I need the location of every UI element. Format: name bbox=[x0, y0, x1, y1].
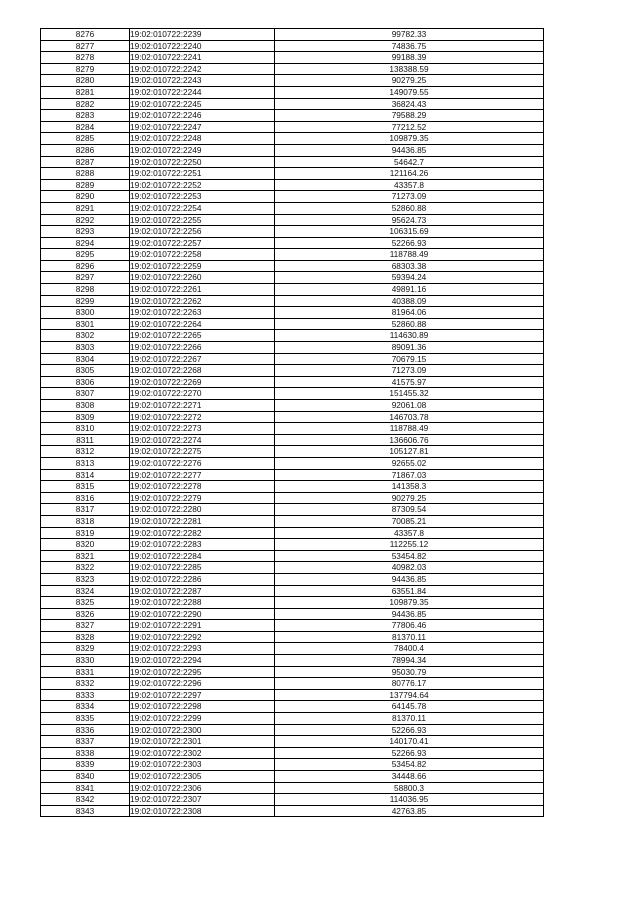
table-row bbox=[41, 701, 544, 713]
timestamp-cell: 19:02:010722:2252 bbox=[130, 179, 275, 191]
table-row bbox=[41, 121, 544, 133]
table-row bbox=[41, 249, 544, 261]
table-row bbox=[41, 260, 544, 272]
timestamp-cell: 19:02:010722:2246 bbox=[130, 110, 275, 122]
row-id-cell: 8331 bbox=[41, 666, 130, 678]
table-row bbox=[41, 202, 544, 214]
row-id-cell: 8289 bbox=[41, 179, 130, 191]
amount-cell: 59394.24 bbox=[275, 272, 544, 284]
amount-cell: 34448.66 bbox=[275, 771, 544, 783]
row-id-cell: 8307 bbox=[41, 388, 130, 400]
timestamp-cell: 19:02:010722:2254 bbox=[130, 202, 275, 214]
table-row bbox=[41, 388, 544, 400]
amount-cell: 42763.85 bbox=[275, 805, 544, 817]
amount-cell: 70085.21 bbox=[275, 515, 544, 527]
amount-cell: 53454.82 bbox=[275, 550, 544, 562]
timestamp-cell: 19:02:010722:2251 bbox=[130, 168, 275, 180]
row-id-cell: 8336 bbox=[41, 724, 130, 736]
row-id-cell: 8318 bbox=[41, 515, 130, 527]
table-row bbox=[41, 620, 544, 632]
timestamp-cell: 19:02:010722:2285 bbox=[130, 562, 275, 574]
table-row bbox=[41, 29, 544, 41]
row-id-cell: 8314 bbox=[41, 469, 130, 481]
table-row bbox=[41, 655, 544, 667]
table-row bbox=[41, 353, 544, 365]
row-id-cell: 8338 bbox=[41, 747, 130, 759]
table-row bbox=[41, 446, 544, 458]
timestamp-cell: 19:02:010722:2264 bbox=[130, 318, 275, 330]
amount-cell: 68303.38 bbox=[275, 260, 544, 272]
amount-cell: 90279.25 bbox=[275, 75, 544, 87]
table-row bbox=[41, 52, 544, 64]
timestamp-cell: 19:02:010722:2286 bbox=[130, 573, 275, 585]
timestamp-cell: 19:02:010722:2258 bbox=[130, 249, 275, 261]
amount-cell: 43357.8 bbox=[275, 179, 544, 191]
row-id-cell: 8325 bbox=[41, 597, 130, 609]
row-id-cell: 8292 bbox=[41, 214, 130, 226]
row-id-cell: 8285 bbox=[41, 133, 130, 145]
table-row bbox=[41, 585, 544, 597]
row-id-cell: 8300 bbox=[41, 307, 130, 319]
timestamp-cell: 19:02:010722:2267 bbox=[130, 353, 275, 365]
amount-cell: 49891.16 bbox=[275, 284, 544, 296]
timestamp-cell: 19:02:010722:2300 bbox=[130, 724, 275, 736]
timestamp-cell: 19:02:010722:2299 bbox=[130, 713, 275, 725]
amount-cell: 52860.88 bbox=[275, 202, 544, 214]
table-row bbox=[41, 434, 544, 446]
timestamp-cell: 19:02:010722:2270 bbox=[130, 388, 275, 400]
timestamp-cell: 19:02:010722:2302 bbox=[130, 747, 275, 759]
table-row bbox=[41, 156, 544, 168]
timestamp-cell: 19:02:010722:2275 bbox=[130, 446, 275, 458]
amount-cell: 89091.36 bbox=[275, 342, 544, 354]
timestamp-cell: 19:02:010722:2259 bbox=[130, 260, 275, 272]
amount-cell: 70679.15 bbox=[275, 353, 544, 365]
amount-cell: 81370.11 bbox=[275, 631, 544, 643]
table-row bbox=[41, 759, 544, 771]
amount-cell: 92061.08 bbox=[275, 400, 544, 412]
amount-cell: 95624.73 bbox=[275, 214, 544, 226]
timestamp-cell: 19:02:010722:2272 bbox=[130, 411, 275, 423]
table-row bbox=[41, 771, 544, 783]
table-row bbox=[41, 504, 544, 516]
timestamp-cell: 19:02:010722:2256 bbox=[130, 226, 275, 238]
row-id-cell: 8312 bbox=[41, 446, 130, 458]
amount-cell: 118788.49 bbox=[275, 423, 544, 435]
timestamp-cell: 19:02:010722:2301 bbox=[130, 736, 275, 748]
amount-cell: 80776.17 bbox=[275, 678, 544, 690]
amount-cell: 112255.12 bbox=[275, 539, 544, 551]
table-row bbox=[41, 539, 544, 551]
table-row bbox=[41, 724, 544, 736]
amount-cell: 77806.46 bbox=[275, 620, 544, 632]
timestamp-cell: 19:02:010722:2308 bbox=[130, 805, 275, 817]
timestamp-cell: 19:02:010722:2280 bbox=[130, 504, 275, 516]
row-id-cell: 8324 bbox=[41, 585, 130, 597]
table-row bbox=[41, 168, 544, 180]
row-id-cell: 8306 bbox=[41, 376, 130, 388]
timestamp-cell: 19:02:010722:2284 bbox=[130, 550, 275, 562]
row-id-cell: 8342 bbox=[41, 794, 130, 806]
row-id-cell: 8315 bbox=[41, 481, 130, 493]
timestamp-cell: 19:02:010722:2307 bbox=[130, 794, 275, 806]
timestamp-cell: 19:02:010722:2263 bbox=[130, 307, 275, 319]
table-row bbox=[41, 527, 544, 539]
table-row bbox=[41, 423, 544, 435]
row-id-cell: 8323 bbox=[41, 573, 130, 585]
amount-cell: 138388.59 bbox=[275, 63, 544, 75]
timestamp-cell: 19:02:010722:2278 bbox=[130, 481, 275, 493]
timestamp-cell: 19:02:010722:2244 bbox=[130, 86, 275, 98]
row-id-cell: 8340 bbox=[41, 771, 130, 783]
table-row bbox=[41, 643, 544, 655]
amount-cell: 81370.11 bbox=[275, 713, 544, 725]
row-id-cell: 8296 bbox=[41, 260, 130, 272]
row-id-cell: 8276 bbox=[41, 29, 130, 41]
row-id-cell: 8279 bbox=[41, 63, 130, 75]
data-table bbox=[40, 28, 544, 817]
timestamp-cell: 19:02:010722:2240 bbox=[130, 40, 275, 52]
row-id-cell: 8305 bbox=[41, 365, 130, 377]
amount-cell: 87309.54 bbox=[275, 504, 544, 516]
amount-cell: 40982.03 bbox=[275, 562, 544, 574]
timestamp-cell: 19:02:010722:2295 bbox=[130, 666, 275, 678]
timestamp-cell: 19:02:010722:2269 bbox=[130, 376, 275, 388]
amount-cell: 136606.76 bbox=[275, 434, 544, 446]
timestamp-cell: 19:02:010722:2279 bbox=[130, 492, 275, 504]
row-id-cell: 8339 bbox=[41, 759, 130, 771]
table-row bbox=[41, 237, 544, 249]
amount-cell: 79588.29 bbox=[275, 110, 544, 122]
amount-cell: 78400.4 bbox=[275, 643, 544, 655]
table-row bbox=[41, 689, 544, 701]
amount-cell: 81964.06 bbox=[275, 307, 544, 319]
amount-cell: 114630.89 bbox=[275, 330, 544, 342]
amount-cell: 92655.02 bbox=[275, 457, 544, 469]
row-id-cell: 8311 bbox=[41, 434, 130, 446]
table-row bbox=[41, 342, 544, 354]
row-id-cell: 8278 bbox=[41, 52, 130, 64]
row-id-cell: 8333 bbox=[41, 689, 130, 701]
table-row bbox=[41, 365, 544, 377]
amount-cell: 105127.81 bbox=[275, 446, 544, 458]
table-row bbox=[41, 295, 544, 307]
table-row bbox=[41, 736, 544, 748]
table-body bbox=[41, 29, 544, 817]
row-id-cell: 8280 bbox=[41, 75, 130, 87]
amount-cell: 94436.85 bbox=[275, 608, 544, 620]
timestamp-cell: 19:02:010722:2296 bbox=[130, 678, 275, 690]
table-row bbox=[41, 597, 544, 609]
timestamp-cell: 19:02:010722:2293 bbox=[130, 643, 275, 655]
timestamp-cell: 19:02:010722:2248 bbox=[130, 133, 275, 145]
table-row bbox=[41, 457, 544, 469]
row-id-cell: 8304 bbox=[41, 353, 130, 365]
amount-cell: 52266.93 bbox=[275, 747, 544, 759]
amount-cell: 109879.35 bbox=[275, 133, 544, 145]
table-row bbox=[41, 63, 544, 75]
row-id-cell: 8341 bbox=[41, 782, 130, 794]
amount-cell: 141358.3 bbox=[275, 481, 544, 493]
amount-cell: 40388.09 bbox=[275, 295, 544, 307]
row-id-cell: 8330 bbox=[41, 655, 130, 667]
table-row bbox=[41, 492, 544, 504]
timestamp-cell: 19:02:010722:2243 bbox=[130, 75, 275, 87]
amount-cell: 149079.55 bbox=[275, 86, 544, 98]
table-row bbox=[41, 573, 544, 585]
amount-cell: 74836.75 bbox=[275, 40, 544, 52]
row-id-cell: 8317 bbox=[41, 504, 130, 516]
table-row bbox=[41, 562, 544, 574]
row-id-cell: 8294 bbox=[41, 237, 130, 249]
table-row bbox=[41, 515, 544, 527]
amount-cell: 137794.64 bbox=[275, 689, 544, 701]
table-row bbox=[41, 481, 544, 493]
table-row bbox=[41, 191, 544, 203]
table-row bbox=[41, 376, 544, 388]
amount-cell: 36824.43 bbox=[275, 98, 544, 110]
row-id-cell: 8283 bbox=[41, 110, 130, 122]
row-id-cell: 8337 bbox=[41, 736, 130, 748]
table-row bbox=[41, 318, 544, 330]
row-id-cell: 8335 bbox=[41, 713, 130, 725]
timestamp-cell: 19:02:010722:2241 bbox=[130, 52, 275, 64]
row-id-cell: 8302 bbox=[41, 330, 130, 342]
timestamp-cell: 19:02:010722:2305 bbox=[130, 771, 275, 783]
row-id-cell: 8322 bbox=[41, 562, 130, 574]
amount-cell: 52860.88 bbox=[275, 318, 544, 330]
row-id-cell: 8288 bbox=[41, 168, 130, 180]
row-id-cell: 8313 bbox=[41, 457, 130, 469]
row-id-cell: 8328 bbox=[41, 631, 130, 643]
row-id-cell: 8310 bbox=[41, 423, 130, 435]
row-id-cell: 8301 bbox=[41, 318, 130, 330]
table-row bbox=[41, 411, 544, 423]
row-id-cell: 8319 bbox=[41, 527, 130, 539]
amount-cell: 63551.84 bbox=[275, 585, 544, 597]
timestamp-cell: 19:02:010722:2239 bbox=[130, 29, 275, 41]
amount-cell: 71273.09 bbox=[275, 191, 544, 203]
timestamp-cell: 19:02:010722:2282 bbox=[130, 527, 275, 539]
row-id-cell: 8334 bbox=[41, 701, 130, 713]
row-id-cell: 8281 bbox=[41, 86, 130, 98]
amount-cell: 140170.41 bbox=[275, 736, 544, 748]
timestamp-cell: 19:02:010722:2255 bbox=[130, 214, 275, 226]
timestamp-cell: 19:02:010722:2247 bbox=[130, 121, 275, 133]
table-row bbox=[41, 40, 544, 52]
timestamp-cell: 19:02:010722:2281 bbox=[130, 515, 275, 527]
timestamp-cell: 19:02:010722:2266 bbox=[130, 342, 275, 354]
table-row bbox=[41, 782, 544, 794]
timestamp-cell: 19:02:010722:2257 bbox=[130, 237, 275, 249]
row-id-cell: 8293 bbox=[41, 226, 130, 238]
row-id-cell: 8332 bbox=[41, 678, 130, 690]
amount-cell: 53454.82 bbox=[275, 759, 544, 771]
table-row bbox=[41, 307, 544, 319]
amount-cell: 78994.34 bbox=[275, 655, 544, 667]
timestamp-cell: 19:02:010722:2287 bbox=[130, 585, 275, 597]
timestamp-cell: 19:02:010722:2283 bbox=[130, 539, 275, 551]
timestamp-cell: 19:02:010722:2268 bbox=[130, 365, 275, 377]
table-row bbox=[41, 98, 544, 110]
amount-cell: 151455.32 bbox=[275, 388, 544, 400]
amount-cell: 109879.35 bbox=[275, 597, 544, 609]
amount-cell: 52266.93 bbox=[275, 237, 544, 249]
timestamp-cell: 19:02:010722:2306 bbox=[130, 782, 275, 794]
timestamp-cell: 19:02:010722:2245 bbox=[130, 98, 275, 110]
timestamp-cell: 19:02:010722:2297 bbox=[130, 689, 275, 701]
table-row bbox=[41, 133, 544, 145]
table-row bbox=[41, 631, 544, 643]
timestamp-cell: 19:02:010722:2253 bbox=[130, 191, 275, 203]
timestamp-cell: 19:02:010722:2250 bbox=[130, 156, 275, 168]
row-id-cell: 8321 bbox=[41, 550, 130, 562]
amount-cell: 58800.3 bbox=[275, 782, 544, 794]
table-row bbox=[41, 214, 544, 226]
row-id-cell: 8316 bbox=[41, 492, 130, 504]
amount-cell: 99188.39 bbox=[275, 52, 544, 64]
timestamp-cell: 19:02:010722:2303 bbox=[130, 759, 275, 771]
amount-cell: 43357.8 bbox=[275, 527, 544, 539]
timestamp-cell: 19:02:010722:2298 bbox=[130, 701, 275, 713]
table-row bbox=[41, 272, 544, 284]
row-id-cell: 8298 bbox=[41, 284, 130, 296]
table-row bbox=[41, 400, 544, 412]
row-id-cell: 8299 bbox=[41, 295, 130, 307]
amount-cell: 106315.69 bbox=[275, 226, 544, 238]
table-row bbox=[41, 550, 544, 562]
timestamp-cell: 19:02:010722:2294 bbox=[130, 655, 275, 667]
table-row bbox=[41, 284, 544, 296]
amount-cell: 95030.79 bbox=[275, 666, 544, 678]
amount-cell: 90279.25 bbox=[275, 492, 544, 504]
table-row bbox=[41, 179, 544, 191]
timestamp-cell: 19:02:010722:2290 bbox=[130, 608, 275, 620]
table-row bbox=[41, 794, 544, 806]
timestamp-cell: 19:02:010722:2274 bbox=[130, 434, 275, 446]
timestamp-cell: 19:02:010722:2291 bbox=[130, 620, 275, 632]
table-row bbox=[41, 330, 544, 342]
timestamp-cell: 19:02:010722:2277 bbox=[130, 469, 275, 481]
table-row bbox=[41, 678, 544, 690]
timestamp-cell: 19:02:010722:2288 bbox=[130, 597, 275, 609]
amount-cell: 41575.97 bbox=[275, 376, 544, 388]
amount-cell: 77212.52 bbox=[275, 121, 544, 133]
timestamp-cell: 19:02:010722:2261 bbox=[130, 284, 275, 296]
timestamp-cell: 19:02:010722:2271 bbox=[130, 400, 275, 412]
amount-cell: 71273.09 bbox=[275, 365, 544, 377]
row-id-cell: 8284 bbox=[41, 121, 130, 133]
table-row bbox=[41, 469, 544, 481]
amount-cell: 121164.26 bbox=[275, 168, 544, 180]
row-id-cell: 8308 bbox=[41, 400, 130, 412]
amount-cell: 52266.93 bbox=[275, 724, 544, 736]
amount-cell: 94436.85 bbox=[275, 573, 544, 585]
table-row bbox=[41, 75, 544, 87]
timestamp-cell: 19:02:010722:2249 bbox=[130, 144, 275, 156]
row-id-cell: 8329 bbox=[41, 643, 130, 655]
row-id-cell: 8277 bbox=[41, 40, 130, 52]
row-id-cell: 8343 bbox=[41, 805, 130, 817]
row-id-cell: 8303 bbox=[41, 342, 130, 354]
table-row bbox=[41, 608, 544, 620]
amount-cell: 99782.33 bbox=[275, 29, 544, 41]
timestamp-cell: 19:02:010722:2265 bbox=[130, 330, 275, 342]
row-id-cell: 8327 bbox=[41, 620, 130, 632]
amount-cell: 64145.78 bbox=[275, 701, 544, 713]
row-id-cell: 8297 bbox=[41, 272, 130, 284]
row-id-cell: 8326 bbox=[41, 608, 130, 620]
amount-cell: 94436.85 bbox=[275, 144, 544, 156]
row-id-cell: 8309 bbox=[41, 411, 130, 423]
row-id-cell: 8286 bbox=[41, 144, 130, 156]
table-row bbox=[41, 144, 544, 156]
row-id-cell: 8290 bbox=[41, 191, 130, 203]
table-row bbox=[41, 713, 544, 725]
amount-cell: 71867.03 bbox=[275, 469, 544, 481]
timestamp-cell: 19:02:010722:2242 bbox=[130, 63, 275, 75]
amount-cell: 146703.78 bbox=[275, 411, 544, 423]
row-id-cell: 8295 bbox=[41, 249, 130, 261]
timestamp-cell: 19:02:010722:2260 bbox=[130, 272, 275, 284]
amount-cell: 114036.95 bbox=[275, 794, 544, 806]
table-row bbox=[41, 86, 544, 98]
row-id-cell: 8282 bbox=[41, 98, 130, 110]
row-id-cell: 8320 bbox=[41, 539, 130, 551]
table-row bbox=[41, 805, 544, 817]
amount-cell: 118788.49 bbox=[275, 249, 544, 261]
table-row bbox=[41, 226, 544, 238]
amount-cell: 54642.7 bbox=[275, 156, 544, 168]
timestamp-cell: 19:02:010722:2276 bbox=[130, 457, 275, 469]
row-id-cell: 8287 bbox=[41, 156, 130, 168]
table-row bbox=[41, 666, 544, 678]
table-row bbox=[41, 747, 544, 759]
table-row bbox=[41, 110, 544, 122]
timestamp-cell: 19:02:010722:2292 bbox=[130, 631, 275, 643]
timestamp-cell: 19:02:010722:2262 bbox=[130, 295, 275, 307]
row-id-cell: 8291 bbox=[41, 202, 130, 214]
timestamp-cell: 19:02:010722:2273 bbox=[130, 423, 275, 435]
